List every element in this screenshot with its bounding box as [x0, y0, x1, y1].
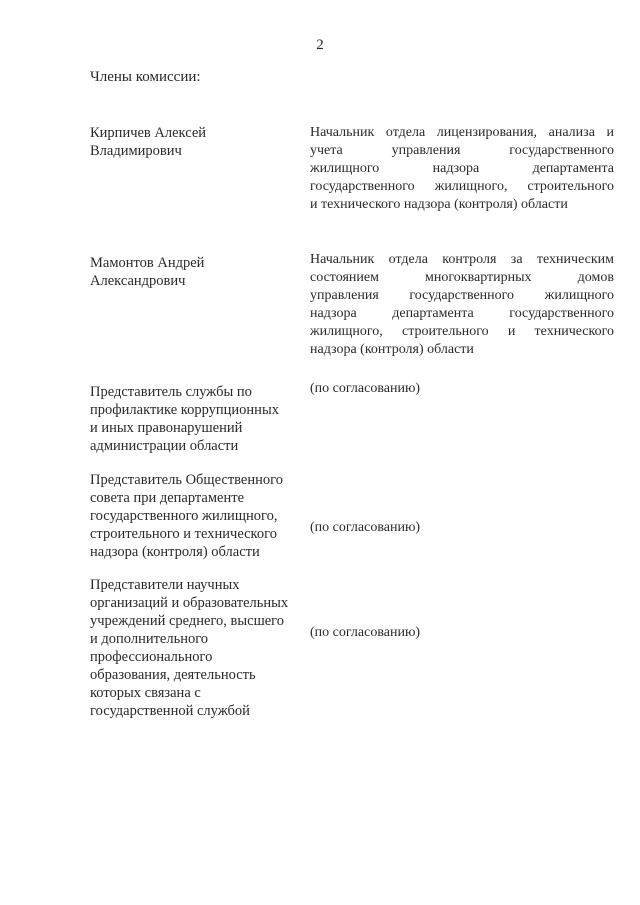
member-role-line: надзора департамента государственного	[310, 306, 614, 321]
member-name-line: совета при департаменте	[90, 490, 245, 506]
member-role-line: (по согласованию)	[310, 381, 421, 396]
member-role	[310, 251, 614, 359]
member-name-line: образования, деятельность	[90, 667, 256, 683]
member-name-line: государственного жилищного,	[90, 508, 278, 524]
page-number: 2	[316, 37, 324, 53]
member-role-line: надзора (контроля) области	[310, 342, 474, 357]
member-name	[90, 471, 300, 561]
member-role-line: (по согласованию)	[310, 520, 421, 535]
member-name	[90, 124, 300, 160]
member-role-line: Начальник отдела контроля за техническим	[310, 252, 614, 267]
member-role-line: учета управления государственного	[310, 143, 614, 158]
member-role-line: Начальник отдела лицензирования, анализа и	[310, 125, 614, 140]
member-role	[310, 519, 614, 537]
member-role-line: состоянием многоквартирных домов	[310, 270, 614, 285]
member-role	[310, 624, 614, 642]
member-name-line: профилактике коррупционных	[90, 402, 279, 418]
member-name-line: администрации области	[90, 438, 239, 454]
member-name	[90, 383, 300, 455]
member-name-line: Представитель службы по	[90, 384, 252, 400]
member-role	[310, 124, 614, 214]
member-name-line: Представители научных	[90, 577, 240, 593]
member-name-line: государственной службой	[90, 703, 250, 719]
member-name-line: Представитель Общественного	[90, 472, 283, 488]
member-name	[90, 576, 300, 720]
member-role-line: государственного жилищного, строительного	[310, 179, 614, 194]
member-name-line: Александрович	[90, 273, 186, 289]
member-name-line: профессионального	[90, 649, 213, 665]
member-name-line: учреждений среднего, высшего	[90, 613, 285, 629]
member-name-line: надзора (контроля) области	[90, 544, 260, 560]
member-name-line: организаций и образовательных	[90, 595, 289, 611]
member-name-line: которых связана с	[90, 685, 201, 701]
member-name-line: Кирпичев Алексей	[90, 125, 207, 141]
member-role-line: управления государственного жилищного	[310, 288, 614, 303]
member-name-line: Владимирович	[90, 143, 182, 159]
member-role-line: жилищного надзора департамента	[310, 161, 614, 176]
member-name	[90, 254, 300, 290]
member-name-line: Мамонтов Андрей	[90, 255, 205, 271]
member-name-line: и иных правонарушений	[90, 420, 243, 436]
member-role	[310, 380, 614, 398]
member-role-line: жилищного, строительного и технического	[310, 324, 614, 339]
member-role-line: и технического надзора (контроля) области	[310, 197, 568, 212]
member-role-line: (по согласованию)	[310, 625, 421, 640]
member-name-line: и дополнительного	[90, 631, 209, 647]
commission-members-heading: Члены комиссии:	[90, 69, 201, 85]
member-name-line: строительного и технического	[90, 526, 277, 542]
